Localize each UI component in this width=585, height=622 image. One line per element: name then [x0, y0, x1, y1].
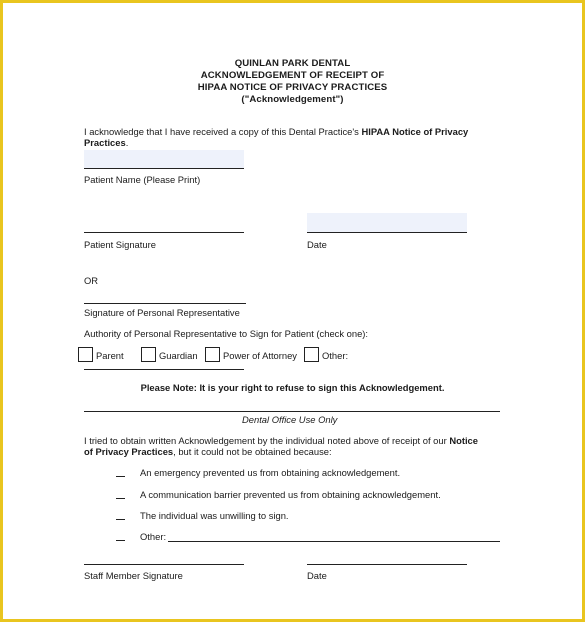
authority-label: Authority of Personal Representative to Sign for Patient (check one):	[84, 328, 369, 339]
doc-title-line2: HIPAA NOTICE OF PRIVACY PRACTICES	[197, 82, 388, 93]
footer-date-line[interactable]	[307, 564, 467, 565]
reason-other-label: Other:	[140, 531, 167, 542]
tried-paragraph	[84, 435, 504, 457]
tried-text: I tried to obtain written Acknowledgement by the individual noted above of receipt of our	[84, 435, 450, 446]
rep-signature-line[interactable]	[84, 303, 246, 304]
reason-unwilling-label: The individual was unwilling to sign.	[140, 510, 289, 521]
tried-rest: , but it could not be obtained because:	[173, 446, 332, 457]
reason-other-line[interactable]	[168, 541, 500, 542]
authority-underline	[84, 369, 244, 370]
patient-signature-label: Patient Signature	[84, 239, 156, 250]
reason-unwilling-blank[interactable]	[116, 519, 125, 520]
patient-name-input[interactable]	[84, 150, 244, 168]
reason-communication-blank[interactable]	[116, 498, 125, 499]
office-use-divider	[84, 411, 500, 412]
date-input[interactable]	[307, 213, 467, 232]
patient-name-line	[84, 168, 244, 169]
intro-bold: HIPAA Notice of Privacy	[361, 126, 469, 137]
power-of-attorney-checkbox[interactable]	[205, 347, 220, 362]
date-line	[307, 232, 467, 233]
tried-bold: Notice	[449, 435, 478, 446]
doc-title-line1: ACKNOWLEDGEMENT OF RECEIPT OF	[200, 70, 385, 81]
practice-name: QUINLAN PARK DENTAL	[234, 58, 351, 69]
intro-text: I acknowledge that I have received a copy of this Dental Practice's	[84, 126, 362, 137]
footer-date-label: Date	[307, 570, 327, 581]
parent-label: Parent	[96, 350, 124, 361]
intro-end: .	[125, 137, 129, 148]
or-label: OR	[84, 275, 99, 286]
other-label: Other:	[322, 350, 349, 361]
reason-emergency-blank[interactable]	[116, 476, 125, 477]
guardian-label: Guardian	[159, 350, 198, 361]
patient-name-label: Patient Name (Please Print)	[84, 174, 201, 185]
other-checkbox[interactable]	[304, 347, 319, 362]
power-of-attorney-label: Power of Attorney	[223, 350, 297, 361]
intro-paragraph	[84, 126, 504, 148]
patient-signature-line[interactable]	[84, 232, 244, 233]
staff-signature-line[interactable]	[84, 564, 244, 565]
reason-other-blank[interactable]	[116, 540, 125, 541]
parent-checkbox[interactable]	[78, 347, 93, 362]
reason-communication-label: A communication barrier prevented us from obtaining acknowledgement.	[140, 489, 441, 500]
tried-bold-2: of Privacy Practices	[84, 446, 174, 457]
staff-signature-label: Staff Member Signature	[84, 570, 183, 581]
reason-emergency-label: An emergency prevented us from obtaining acknowledgement.	[140, 467, 401, 478]
rep-signature-label: Signature of Personal Representative	[84, 307, 240, 318]
date-label: Date	[307, 239, 327, 250]
intro-bold-2: Practices	[84, 137, 126, 148]
office-use-label: Dental Office Use Only	[242, 414, 338, 425]
doc-title-line3: ("Acknowledgement")	[241, 94, 344, 105]
guardian-checkbox[interactable]	[141, 347, 156, 362]
refuse-note: Please Note: It is your right to refuse to sign this Acknowledgement.	[140, 382, 445, 393]
